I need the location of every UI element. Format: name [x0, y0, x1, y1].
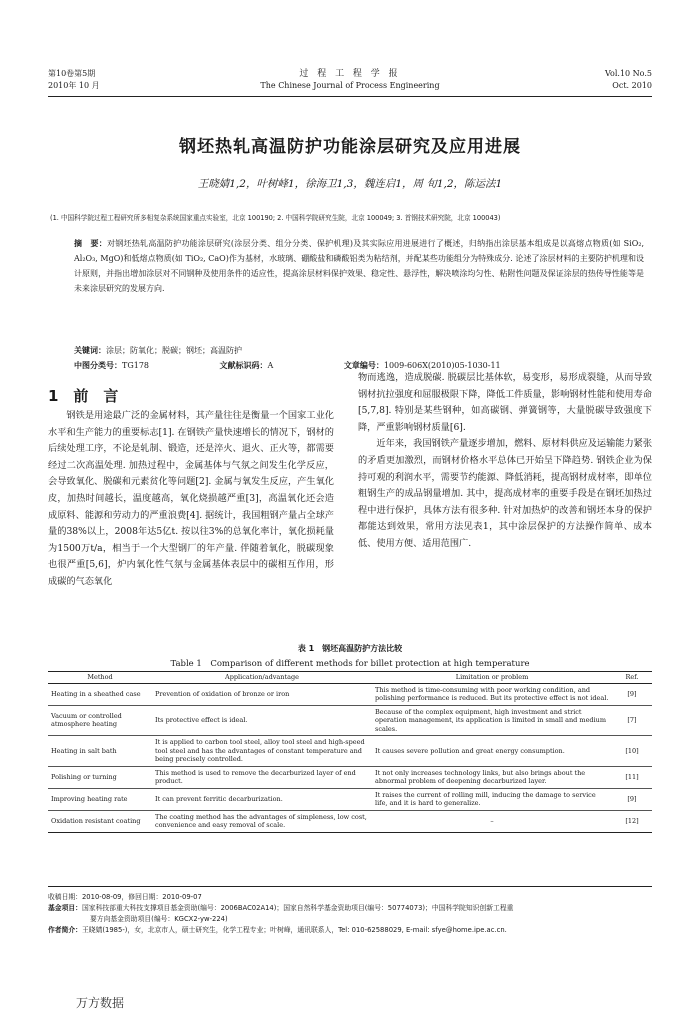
ref-cell: [11]: [612, 766, 652, 788]
advantage-cell: Its protective effect is ideal.: [152, 705, 372, 736]
limitation-cell: It raises the current of rolling mill, inducing the damage to service life, and it is hard to generalize.: [372, 788, 612, 810]
ref-cell: [9]: [612, 788, 652, 810]
column-header: Limitation or problem: [372, 672, 612, 684]
volume-issue-en: Vol.10 No.5: [605, 69, 652, 78]
author-bio-text: 王晓婧(1985-)，女，北京市人，硕士研究生，化学工程专业；叶树峰，通讯联系人，Tel: 010-62588029, E-mail: sfye@home.ipe.ac.cn.: [81, 926, 507, 934]
author-list: 王晓婧1,2，叶树峰1，徐海卫1,3，魏连启1，周 旬1,2，陈运法1: [197, 178, 503, 190]
abstract-label: 摘 要：: [74, 239, 108, 248]
method-cell: Oxidation resistant coating: [48, 810, 152, 832]
advantage-cell: This method is used to remove the decarburized layer of end product.: [152, 766, 372, 788]
article-number: 文章编号：1009-606X(2010)05-1030-11: [343, 361, 501, 370]
date-cn: 2010年 10 月: [48, 81, 100, 90]
table-row: [48, 683, 652, 705]
keywords: [74, 345, 242, 356]
advantage-cell: It is applied to carbon tool steel, alloy tool steel and high-speed tool steel and has the advantages of constant temperature and being precisely controlled.: [152, 736, 372, 767]
author-bio-label: 作者简介：: [48, 926, 82, 934]
table-row: [48, 810, 652, 832]
right-column: [358, 370, 652, 553]
methods-comparison-table: [48, 671, 652, 833]
advantage-cell: Prevention of oxidation of bronze or iron: [152, 683, 372, 705]
journal-name-cn: 过 程 工 程 学 报: [299, 69, 401, 79]
received-dates: 收稿日期：2010-08-09，修回日期：2010-09-07: [48, 893, 202, 901]
column-header: Application/advantage: [152, 672, 372, 684]
ref-cell: [7]: [612, 705, 652, 736]
paper-title: 钢坯热轧高温防护功能涂层研究及应用进展: [179, 137, 521, 157]
watermark: 万方数据: [76, 996, 125, 1010]
method-cell: Heating in salt bath: [48, 736, 152, 767]
journal-name-en: The Chinese Journal of Process Engineering: [260, 81, 440, 90]
limitation-cell: Because of the complex equipment, high investment and strict operation management, its application is limited in small and medium scales.: [372, 705, 612, 736]
intro-paragraph-1: 钢铁是用途最广泛的金属材料，其产量往往是衡量一个国家工业化水平和生产能力的重要标志[1]. 在钢铁产量快速增长的情况下，钢材的后续处理工序，不论是轧制、锻造，还是淬火、退火、正火等，都需要经过二次高温处理. 加热过程中，金属基体与气氛之间发生化学反应，会导致氧化、脱碳和元素贫化等问题[2]. 金属与氧发生反应，产生氧化皮，加热时间越长，温度越高，氧化烧损越严重[3]，高温氧化还会造成原料、能源和劳动力的严重浪费[4]. 据统计，我国粗钢产量占全球产量的38%以上，2008年达5亿t. 按以往3%的总氧化率计，氧化损耗量为1500万t/a，相当于一个大型钢厂的年产量. 伴随着氧化，脱碳现象也很严重[5,6]，炉内氧化性气氛与金属基体表层中的碳相互作用，形成碳的气态氧化: [48, 410, 334, 587]
column-header: Ref.: [612, 672, 652, 684]
footnotes: [48, 886, 652, 936]
intro-paragraph-1-continued: 物而逃逸，造成脱碳. 脱碳层比基体软，易变形，易形成裂缝，从而导致钢材抗拉强度和屈服极限下降，降低工件质量，影响钢材性能和使用寿命[5,7,8]. 特别是某些钢种，如高碳钢、弹簧钢等，大量脱碳导致强度下降，严重影响钢材质量[6].: [358, 372, 652, 433]
section-heading-introduction: 1 前 言: [48, 387, 119, 405]
funding-text-continued: 要方向基金资助项目(编号：KGCX2-yw-224): [90, 915, 228, 923]
method-cell: Heating in a sheathed case: [48, 683, 152, 705]
left-column: [48, 408, 334, 591]
funding: [48, 903, 652, 914]
header-right: [605, 68, 652, 92]
advantage-cell: It can prevent ferritic decarburization.: [152, 788, 372, 810]
funding-label: 基金项目：: [48, 904, 82, 912]
date-en: Oct. 2010: [612, 81, 652, 90]
header-rule: [48, 96, 652, 97]
intro-paragraph-2: 近年来，我国钢铁产量逐步增加，燃料、原材料供应及运输能力紧张的矛盾更加激烈，而钢材价格水平总体已开始呈下降趋势. 钢铁企业为保持可观的利润水平，需要节约能源、降低消耗，提高钢材成材率，即单位粗钢生产的成品钢量增加. 其中，提高成材率的重要手段是在钢坯加热过程中进行保护，具体方法有很多种. 针对加热炉的改善和钢坯本身的保护都能达到效果，常用方法见表1，其中涂层保护的方法操作简单、成本低、使用方便、适用范围广.: [358, 438, 653, 549]
table-caption-en: Table 1 Comparison of different methods for billet protection at high temperature: [170, 659, 530, 669]
limitation-cell: This method is time-consuming with poor working condition, and polishing performance is reduced. But its protective effect is not ideal.: [372, 683, 612, 705]
ref-cell: [12]: [612, 810, 652, 832]
limitation-cell: It causes severe pollution and great energy consumption.: [372, 736, 612, 767]
table-row: [48, 766, 652, 788]
author-bio: [48, 925, 652, 936]
document-code: 文献标识码：A: [219, 361, 274, 370]
table-row: [48, 788, 652, 810]
journal-header: [48, 68, 652, 96]
volume-issue-cn: 第10卷第5期: [48, 69, 96, 78]
clc-number: 中图分类号：TG178: [74, 361, 149, 370]
table-row: [48, 705, 652, 736]
table-row: [48, 736, 652, 767]
method-cell: Improving heating rate: [48, 788, 152, 810]
limitation-cell: –: [372, 810, 612, 832]
funding-text: 国家科技部重大科技支撑项目基金资助(编号：2006BAC02A14)；国家自然科学基金资助项目(编号：50774073)；中国科学院知识创新工程重: [81, 904, 514, 912]
table-caption-cn: 表 1 钢坯高温防护方法比较: [297, 644, 403, 653]
abstract: [74, 236, 644, 296]
table-header-row: [48, 672, 652, 684]
abstract-text: 对钢坯热轧高温防护功能涂层研究(涂层分类、组分分类、保护机理)及其实际应用进展进行了概述，归纳指出涂层基本组成是以高熔点物质(如 SiO₂, Al₂O₃, MgO)和低熔点物质(如 TiO₂, CaO)作为基材，水玻璃、硼酸盐和磷酸铝类为粘结剂，并配某些功能组分为特殊成分. 论述了涂层材料的主要防护机理和设计原则，并指出增加涂层对不同钢种及使用条件的适应性，提高涂层材料保护效果、稳定性、悬浮性，解决喷涂均匀性、粘附性问题及保证涂层的热传导性能等是未来涂层研究的发展方向.: [74, 239, 644, 293]
ref-cell: [10]: [612, 736, 652, 767]
advantage-cell: The coating method has the advantages of simpleness, low cost, convenience and easy removal of scale.: [152, 810, 372, 832]
keywords-text: 涂层；防氧化；脱碳；钢坯；高温防护: [106, 346, 242, 355]
header-center: [48, 68, 652, 92]
ref-cell: [9]: [612, 683, 652, 705]
column-header: Method: [48, 672, 152, 684]
affiliations: (1. 中国科学院过程工程研究所多相复杂系统国家重点实验室，北京 100190; 2. 中国科学院研究生院，北京 100049; 3. 首钢技术研究院，北京 100043): [50, 214, 501, 222]
limitation-cell: It not only increases technology links, but also brings about the abnormal problem of deepening decarburized layer.: [372, 766, 612, 788]
method-cell: Vacuum or controlled atmosphere heating: [48, 705, 152, 736]
keywords-label: 关键词：: [74, 346, 106, 355]
method-cell: Polishing or turning: [48, 766, 152, 788]
